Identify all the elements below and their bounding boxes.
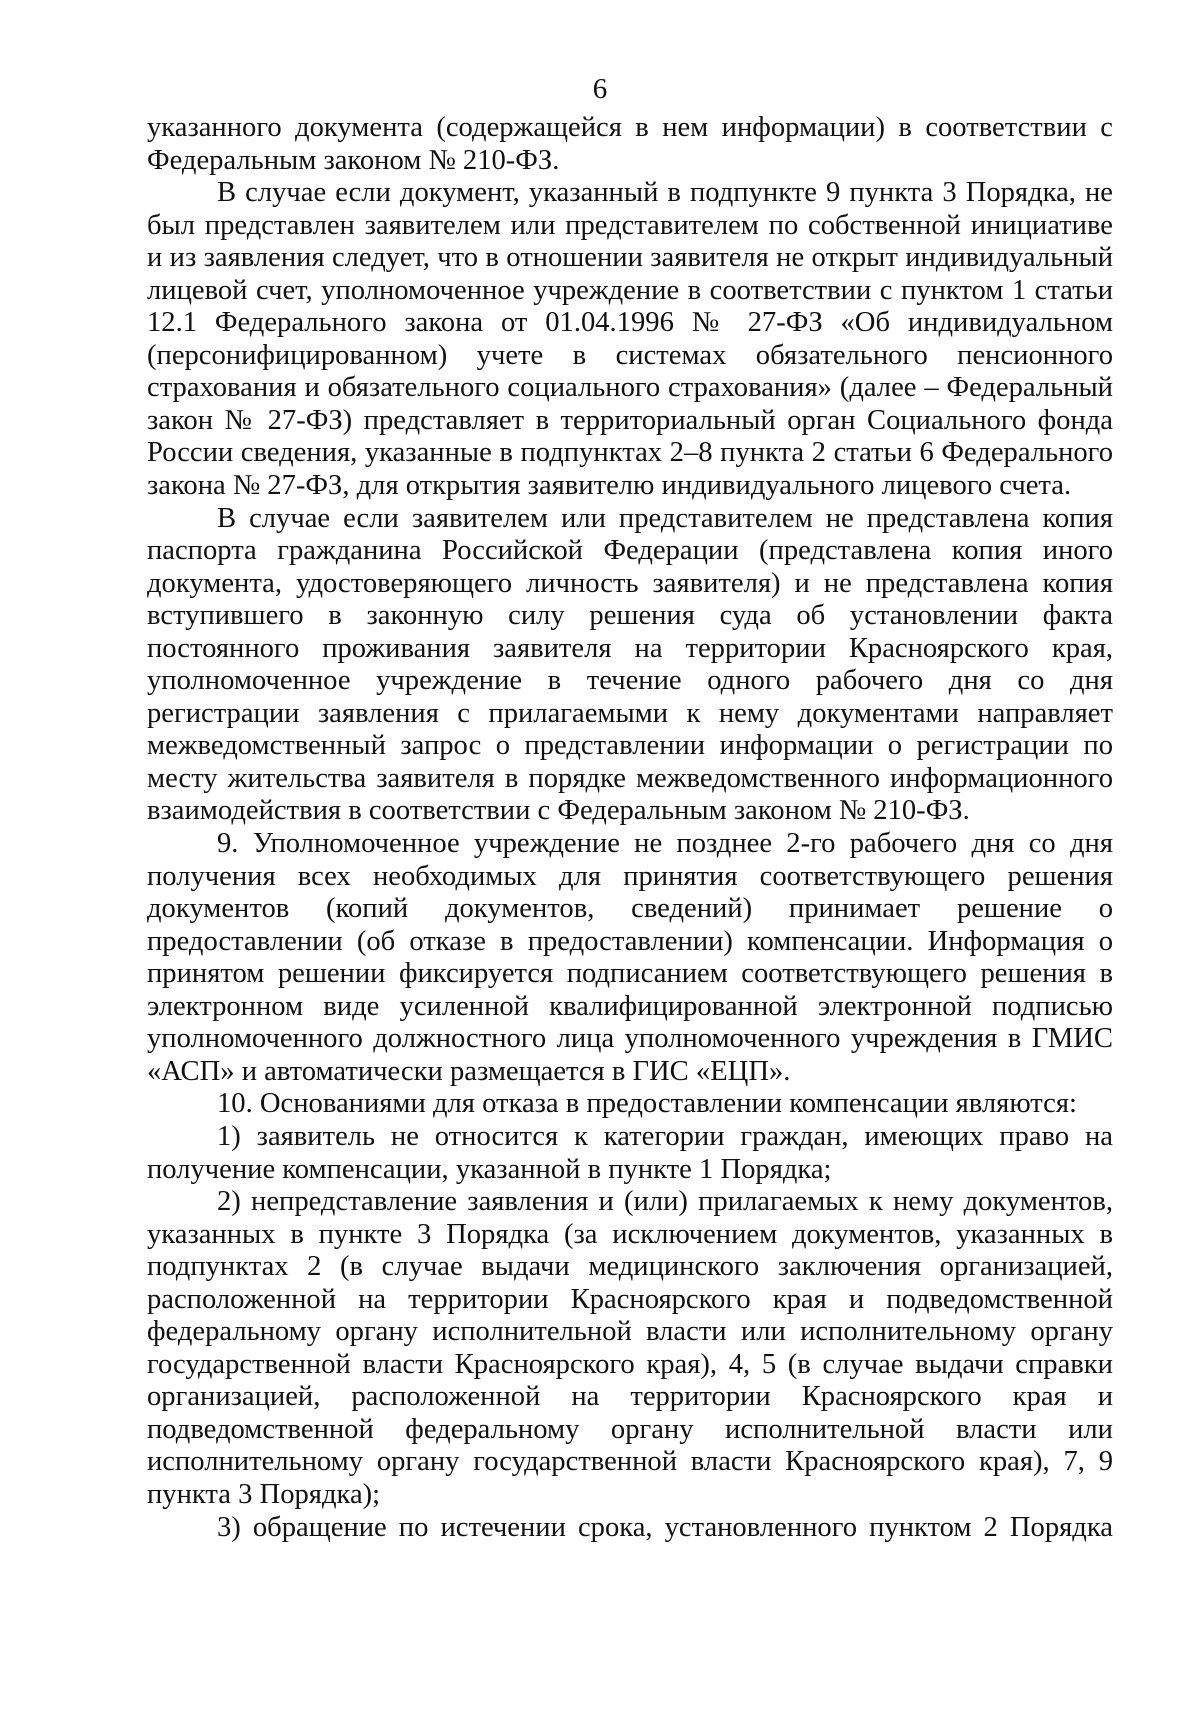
paragraph-passport-request: В случае если заявителем или представителем не представлена копия паспорта гражданина Российской Федерации (представлена копия иного документа, удостоверяющего личность заявителя) и не представлена копия вступившего в законную силу решения суда об установлении факта постоянного проживания заявителя на территории Красноярского края, уполномоченное учреждение в течение одного рабочего дня со дня регистрации заявления с прилагаемыми к нему документами направляет межведомственный запрос о представлении информации о регистрации по месту жительства заявителя в порядке межведомственного информационного взаимодействия в соответствии с Федеральным законом № 210-ФЗ. xyxy=(147,502,1113,827)
paragraph-personal-account: В случае если документ, указанный в подпункте 9 пункта 3 Порядка, не был представлен заявителем или представителем по собственной инициативе и из заявления следует, что в отношении заявителя не открыт индивидуальный лицевой счет, уполномоченное учреждение в соответствии с пунктом 1 статьи 12.1 Федерального закона от 01.04.1996 № 27-ФЗ «Об индивидуальном (персонифицированном) учете в системах обязательного пенсионного страхования и обязательного социального страхования» (далее – Федеральный закон № 27-ФЗ) представляет в территориальный орган Социального фонда России сведения, указанные в подпунктах 2–8 пункта 2 статьи 6 Федерального закона № 27-ФЗ, для открытия заявителю индивидуального лицевого счета. xyxy=(147,177,1113,502)
paragraph-item-9: 9. Уполномоченное учреждение не позднее 2-го рабочего дня со дня получения всех необходимых для принятия соответствующего решения документов (копий документов, сведений) принимает решение о предоставлении (об отказе в предоставлении) компенсации. Информация о принятом решении фиксируется подписанием соответствующего решения в электронном виде усиленной квалифицированной электронной подписью уполномоченного должностного лица уполномоченного учреждения в ГМИС «АСП» и автоматически размещается в ГИС «ЕЦП». xyxy=(147,828,1113,1087)
document-body xyxy=(147,112,1113,1544)
paragraph-subitem-1: 1) заявитель не относится к категории граждан, имеющих право на получение компенсации, указанной в пункте 1 Порядка; xyxy=(147,1120,1113,1185)
paragraph-subitem-3: 3) обращение по истечении срока, установленного пунктом 2 Порядка xyxy=(217,1511,1113,1543)
paragraph-item-10: 10. Основаниями для отказа в предоставлении компенсации являются: xyxy=(217,1088,1077,1120)
paragraph-continuation: указанного документа (содержащейся в нем информации) в соответствии с Федеральным законом № 210-ФЗ. xyxy=(147,112,1113,176)
paragraph-subitem-2: 2) непредставление заявления и (или) прилагаемых к нему документов, указанных в пункте 3 Порядка (за исключением документов, указанных в подпунктах 2 (в случае выдачи медицинского заключения организацией, расположенной на территории Красноярского края и подведомственной федеральному органу исполнительной власти или исполнительному органу государственной власти Красноярского края), 4, 5 (в случае выдачи справки организацией, расположенной на территории Красноярского края и подведомственной федеральному органу исполнительной власти или исполнительному органу государственной власти Красноярского края), 7, 9 пункта 3 Порядка); xyxy=(147,1186,1113,1510)
page-number: 6 xyxy=(592,73,608,105)
